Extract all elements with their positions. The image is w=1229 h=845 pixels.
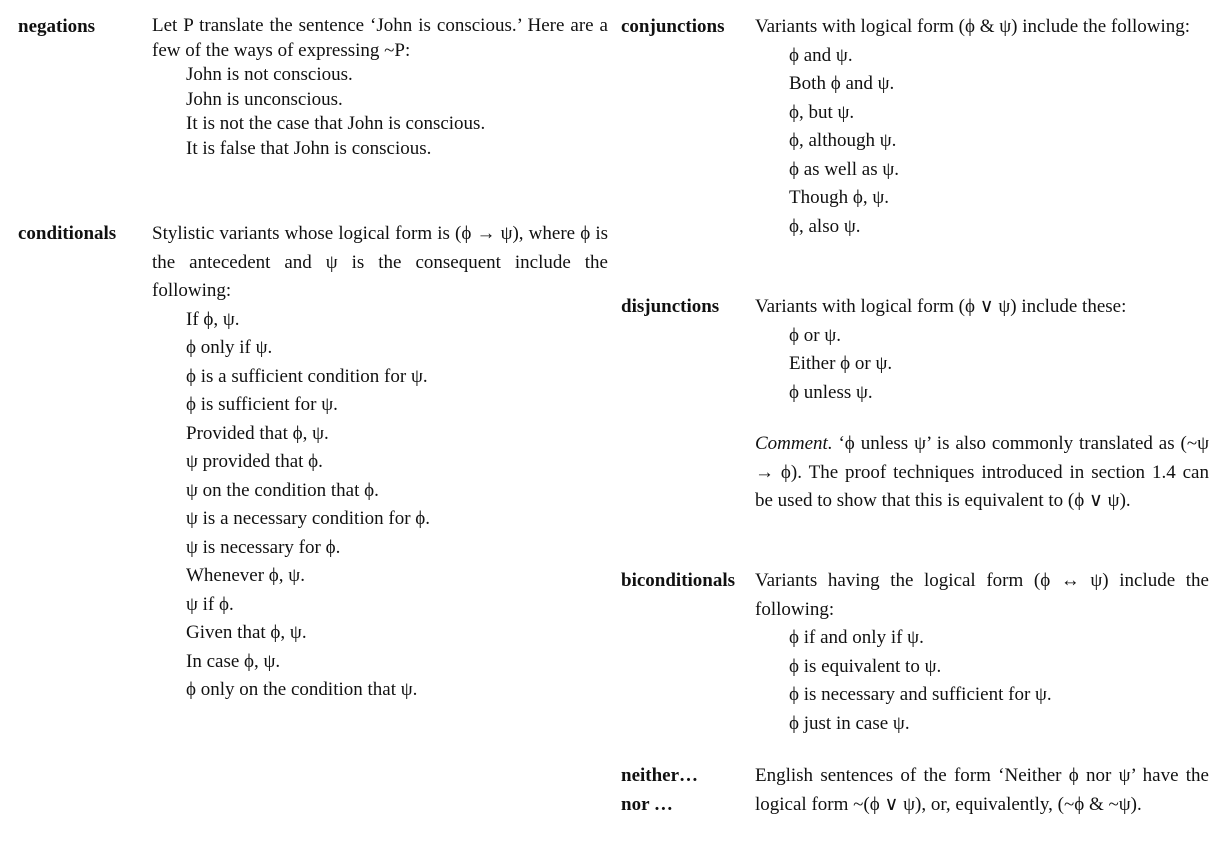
examples-biconditionals xyxy=(755,624,1209,738)
description-conjunctions xyxy=(755,13,1209,241)
description-conditionals xyxy=(152,220,608,705)
term-conditionals: conditionals xyxy=(18,223,117,244)
example-item: ϕ or ψ. xyxy=(789,324,841,346)
intro-negations: Let P translate the sentence ‘John is conscious.’ Here are a few of the ways of expressing ~P: xyxy=(152,15,608,61)
examples-conjunctions xyxy=(755,42,1209,242)
example-item: Provided that ϕ, ψ. xyxy=(186,422,329,444)
example-item: Both ϕ and ψ. xyxy=(789,73,895,94)
example-item: ϕ is necessary and sufficient for ψ. xyxy=(789,684,1052,705)
example-item: ψ on the condition that ϕ. xyxy=(186,479,379,501)
example-item: ϕ, but ψ. xyxy=(789,101,855,123)
example-item: It is not the case that John is conscious. xyxy=(186,113,486,134)
example-item: Though ϕ, ψ. xyxy=(789,187,890,208)
example-item: ϕ only if ψ. xyxy=(186,337,273,358)
example-item: ψ is necessary for ϕ. xyxy=(186,536,341,558)
term-neither: neither… xyxy=(621,765,699,786)
example-item: ϕ, although ψ. xyxy=(789,130,897,151)
example-item: It is false that John is conscious. xyxy=(186,137,432,159)
example-item: ϕ, also ψ. xyxy=(789,215,861,237)
comment-label: Comment. xyxy=(755,433,833,454)
description-biconditionals xyxy=(755,567,1209,738)
example-item: ϕ unless ψ. xyxy=(789,381,873,403)
example-item: ϕ only on the condition that ψ. xyxy=(186,679,418,700)
example-item: In case ϕ, ψ. xyxy=(186,650,281,672)
example-item: Whenever ϕ, ψ. xyxy=(186,565,305,586)
term-nor: nor … xyxy=(621,793,673,815)
term-disjunctions: disjunctions xyxy=(621,296,720,317)
example-item: John is unconscious. xyxy=(186,88,343,110)
example-item: ϕ is a sufficient condition for ψ. xyxy=(186,365,428,387)
example-item: ϕ if and only if ψ. xyxy=(789,627,924,648)
term-neither-nor xyxy=(621,762,698,819)
example-item: Either ϕ or ψ. xyxy=(789,353,893,374)
intro-disjunctions: Variants with logical form (ϕ ∨ ψ) include these: xyxy=(755,296,1127,317)
example-item: ψ provided that ϕ. xyxy=(186,451,323,472)
comment-text: ‘ϕ unless ψ’ is also commonly translated as (~ψ → ϕ). The proof techniques introduced in section 1.4 can be used to show that this is equivalent to (ϕ ∨ ψ). xyxy=(755,433,1209,511)
description-neither-nor xyxy=(755,762,1209,819)
term-biconditionals: biconditionals xyxy=(621,570,736,591)
term-conjunctions: conjunctions xyxy=(621,16,725,37)
intro-biconditionals: Variants having the logical form (ϕ ↔ ψ) include the following: xyxy=(755,570,1209,620)
intro-conditionals: Stylistic variants whose logical form is (ϕ → ψ), where ϕ is the antecedent and ψ is the consequent include the following: xyxy=(152,223,608,301)
example-item: ϕ as well as ψ. xyxy=(789,158,900,180)
description-disjunctions xyxy=(755,293,1209,407)
examples-negations xyxy=(152,63,608,161)
intro-conjunctions: Variants with logical form (ϕ & ψ) include the following: xyxy=(755,16,1191,37)
example-item: John is not conscious. xyxy=(186,64,353,85)
example-item: ϕ is equivalent to ψ. xyxy=(789,655,942,677)
example-item: If ϕ, ψ. xyxy=(186,308,240,330)
example-item: ϕ and ψ. xyxy=(789,44,853,66)
text-neither-nor: English sentences of the form ‘Neither ϕ nor ψ’ have the logical form ~(ϕ ∨ ψ), or, equivalently, (~ϕ & ~ψ). xyxy=(755,765,1209,815)
example-item: ψ if ϕ. xyxy=(186,593,234,615)
example-item: ψ is a necessary condition for ϕ. xyxy=(186,508,431,529)
description-negations xyxy=(152,13,608,161)
example-item: ϕ is sufficient for ψ. xyxy=(186,394,338,415)
examples-disjunctions xyxy=(755,322,1209,408)
comment-block xyxy=(755,430,1209,516)
comment-paragraph xyxy=(755,430,1209,516)
example-item: Given that ϕ, ψ. xyxy=(186,622,307,643)
term-negations: negations xyxy=(18,16,96,37)
example-item: ϕ just in case ψ. xyxy=(789,712,910,734)
examples-conditionals xyxy=(152,306,608,705)
